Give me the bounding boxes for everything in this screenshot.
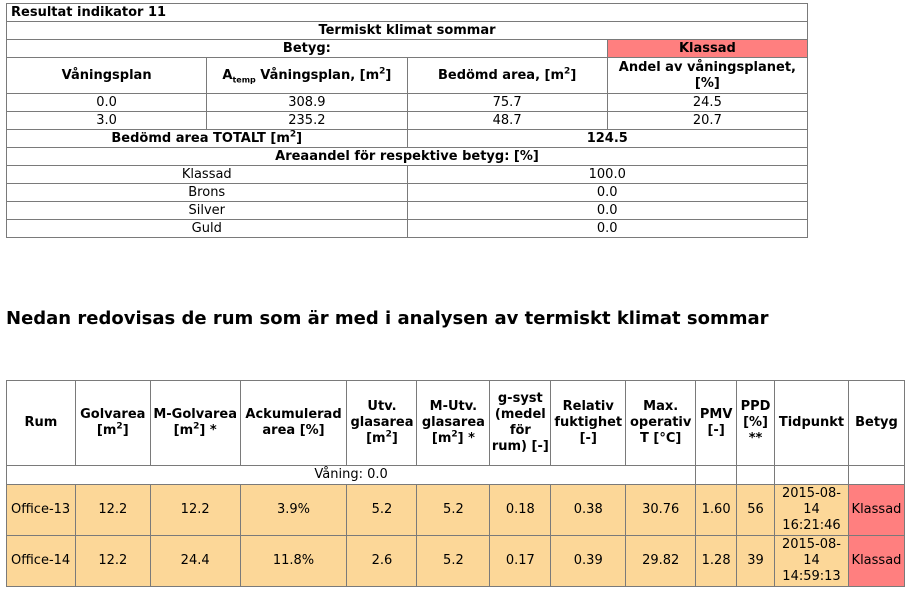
cell-rum: Office-13: [7, 485, 76, 536]
rooms-section-heading: Nedan redovisas de rum som är med i analysen av termiskt klimat sommar: [6, 308, 769, 329]
cell-ackumulerad: 11.8%: [240, 536, 347, 587]
grade-name: Brons: [7, 184, 408, 202]
rooms-table: [6, 380, 905, 587]
cell-share: 20.7: [607, 112, 807, 130]
cell-ackumulerad: 3.9%: [240, 485, 347, 536]
table-row: [7, 536, 905, 587]
cell-golvarea: 12.2: [75, 536, 150, 587]
cell-utv: 5.2: [347, 485, 417, 536]
grade-share: 100.0: [407, 166, 808, 184]
cell-golvarea: 12.2: [75, 485, 150, 536]
col-rum: Rum: [7, 381, 76, 466]
col-atemp: $A_{temp}$ Våningsplan, $[m^2]$: [207, 58, 407, 94]
grade-share: 0.0: [407, 220, 808, 238]
cell-g-syst: 0.18: [490, 485, 551, 536]
grade-share: 0.0: [407, 184, 808, 202]
col-ackumulerad: Ackumulerad area [%]: [240, 381, 347, 466]
cell-floor: 0.0: [7, 94, 207, 112]
cell-assessed: 48.7: [407, 112, 607, 130]
cell-pmv: 1.28: [696, 536, 737, 587]
result-title: Resultat indikator 11: [7, 4, 808, 22]
floor-group-row: [7, 466, 905, 485]
cell-betyg: Klassad: [848, 485, 904, 536]
col-utv-glasarea: Utv. glasarea $[m^2]$: [347, 381, 417, 466]
grade-name: Guld: [7, 220, 408, 238]
cell-rf: 0.38: [551, 485, 626, 536]
result-subtitle: Termiskt klimat sommar: [7, 22, 808, 40]
rooms-header-row: [7, 381, 905, 466]
col-floor: Våningsplan: [7, 58, 207, 94]
total-value: 124.5: [407, 130, 808, 148]
cell-m-utv: 5.2: [417, 536, 490, 587]
grade-name: Silver: [7, 202, 408, 220]
col-tidpunkt: Tidpunkt: [775, 381, 849, 466]
cell-g-syst: 0.17: [490, 536, 551, 587]
grade-share-header: Areaandel för respektive betyg: [%]: [7, 148, 808, 166]
cell-pmv: 1.60: [696, 485, 737, 536]
col-m-golvarea: M-Golvarea $[m^2]$ *: [150, 381, 240, 466]
grade-label: Betyg:: [7, 40, 608, 58]
cell-share: 24.5: [607, 94, 807, 112]
cell-max-op: 30.76: [626, 485, 696, 536]
cell-ppd: 56: [737, 485, 775, 536]
grade-share-row: [7, 220, 808, 238]
grade-value-badge: Klassad: [607, 40, 807, 58]
col-betyg: Betyg: [848, 381, 904, 466]
cell-rf: 0.39: [551, 536, 626, 587]
col-relativ-fuktighet: Relativ fuktighet [-]: [551, 381, 626, 466]
cell-utv: 2.6: [347, 536, 417, 587]
cell-m-golvarea: 24.4: [150, 536, 240, 587]
grade-share-row: [7, 166, 808, 184]
cell-rum: Office-14: [7, 536, 76, 587]
col-pmv: PMV [-]: [696, 381, 737, 466]
col-m-utv-glasarea: M-Utv. glasarea $[m^2]$ *: [417, 381, 490, 466]
col-max-operativ: Max. operativ T [°C]: [626, 381, 696, 466]
cell-assessed: 75.7: [407, 94, 607, 112]
table-row: [7, 94, 808, 112]
cell-tidpunkt: 2015-08-14 14:59:13: [775, 536, 849, 587]
grade-share-row: [7, 202, 808, 220]
cell-ppd: 39: [737, 536, 775, 587]
grade-share: 0.0: [407, 202, 808, 220]
col-ppd: PPD [%] **: [737, 381, 775, 466]
table-row: [7, 485, 905, 536]
indicator-result-table: [6, 3, 808, 238]
cell-betyg: Klassad: [848, 536, 904, 587]
cell-m-golvarea: 12.2: [150, 485, 240, 536]
cell-tidpunkt: 2015-08-14 16:21:46: [775, 485, 849, 536]
col-assessed-area: Bedömd area, $[m^2]$: [407, 58, 607, 94]
col-golvarea: Golvarea $[m^2]$: [75, 381, 150, 466]
table-row: [7, 112, 808, 130]
floor-label: Våning: 0.0: [7, 466, 696, 485]
cell-floor: 3.0: [7, 112, 207, 130]
grade-share-row: [7, 184, 808, 202]
cell-max-op: 29.82: [626, 536, 696, 587]
col-share-of-floor: Andel av våningsplanet, [%]: [607, 58, 807, 94]
cell-atemp: 235.2: [207, 112, 407, 130]
col-g-syst: g-syst (medel för rum) [-]: [490, 381, 551, 466]
cell-atemp: 308.9: [207, 94, 407, 112]
cell-m-utv: 5.2: [417, 485, 490, 536]
grade-name: Klassad: [7, 166, 408, 184]
total-label: Bedömd area TOTALT $[m^2]$: [7, 130, 408, 148]
